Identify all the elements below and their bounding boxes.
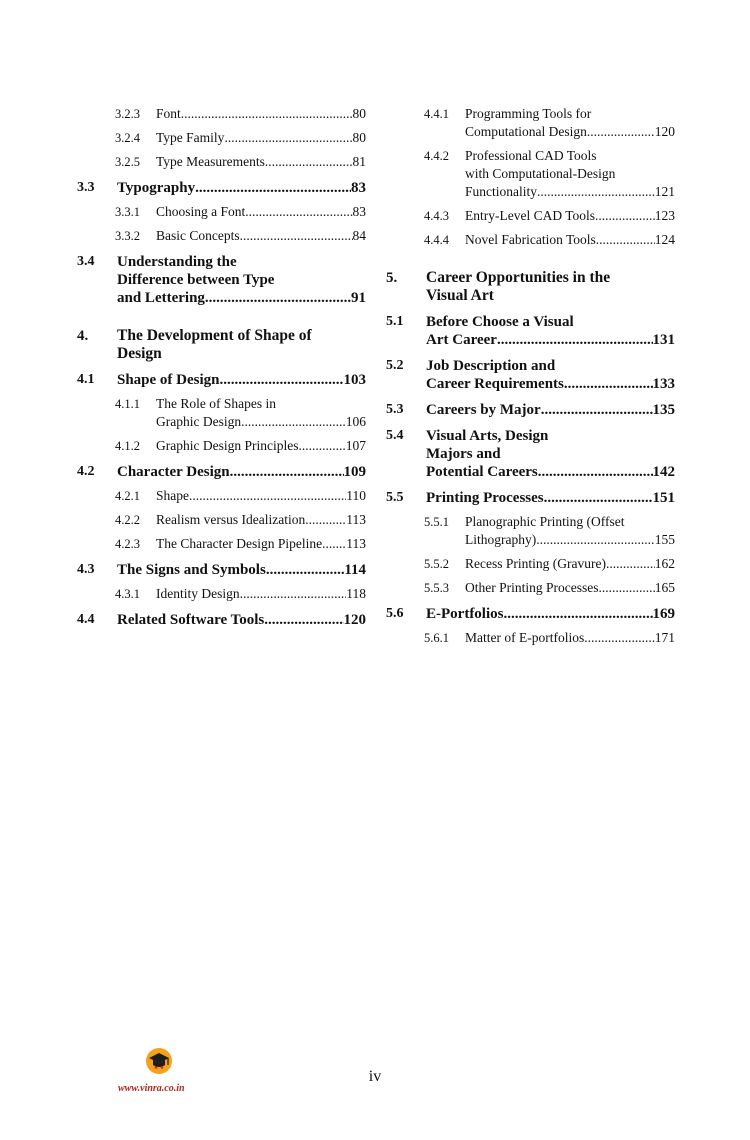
- toc-entry-title: [117, 327, 366, 363]
- page-number: iv: [368, 1068, 382, 1085]
- toc-entry-title: [426, 401, 675, 419]
- toc-entry-number: 3.2.3: [115, 107, 140, 121]
- toc-title-line: Related Software Tools: [117, 612, 265, 628]
- toc-entry[interactable]: [77, 437, 366, 455]
- toc-entry-number: 5.5: [386, 490, 404, 505]
- toc-title-line: Professional CAD Tools: [465, 148, 597, 163]
- dot-leader: [230, 463, 344, 481]
- toc-page-number: 120: [654, 124, 675, 139]
- toc-title-line: with Computational-Design: [465, 166, 616, 181]
- dot-leader: [544, 489, 653, 507]
- toc-title-line: Font: [156, 106, 181, 121]
- toc-entry-title: [426, 269, 675, 305]
- toc-entry-title: [156, 535, 366, 553]
- toc-entry-number: 4.1: [77, 372, 95, 387]
- toc-entry-number: 5.2: [386, 358, 404, 373]
- dot-leader: [195, 179, 351, 197]
- dot-leader: [205, 289, 351, 307]
- dot-leader: [541, 401, 653, 419]
- toc-entry-number: 3.2.5: [115, 155, 140, 169]
- toc-entry-title: [426, 357, 675, 393]
- toc-page-number: 114: [344, 562, 366, 578]
- toc-entry[interactable]: [77, 327, 366, 363]
- toc-title-line: Visual Arts, Design: [426, 428, 549, 444]
- toc-page-number: 103: [343, 372, 366, 388]
- toc-entry[interactable]: [386, 489, 675, 507]
- toc-entry-number: 4.4.2: [424, 149, 449, 163]
- toc-page-number: 162: [654, 556, 675, 571]
- toc-title-line: The Signs and Symbols: [117, 562, 266, 578]
- toc-title-line: E-Portfolios: [426, 606, 504, 622]
- toc-title-line: Type Family: [156, 130, 225, 145]
- toc-entry-number: 5.6: [386, 606, 404, 621]
- toc-entry-number: 5.6.1: [424, 631, 449, 645]
- toc-page-number: 123: [654, 208, 675, 223]
- toc-entry-title: [465, 629, 675, 647]
- toc-entry-title: [465, 555, 675, 573]
- toc-entry-title: [156, 153, 366, 171]
- toc-entry-title: [156, 203, 366, 221]
- toc-left-column: [77, 105, 366, 629]
- toc-entry[interactable]: [386, 427, 675, 481]
- toc-entry-title: [156, 437, 366, 455]
- toc-entry-title: [117, 371, 366, 389]
- toc-entry-number: 5.3: [386, 402, 404, 417]
- dot-leader: [497, 331, 653, 349]
- toc-entry-title: [117, 561, 366, 579]
- toc-title-line: Careers by Major: [426, 402, 541, 418]
- toc-page-number: 83: [352, 204, 366, 219]
- toc-title-line: Identity Design: [156, 586, 240, 601]
- toc-page-number: 118: [346, 586, 366, 601]
- toc-title-line: and Lettering: [117, 290, 205, 306]
- toc-entry-title: [426, 427, 675, 481]
- toc-page-number: 80: [352, 106, 366, 121]
- toc-entry-title: [117, 463, 366, 481]
- toc-entry[interactable]: [386, 555, 675, 573]
- toc-entry-number: 3.3.1: [115, 205, 140, 219]
- toc-entry-title: [465, 147, 675, 201]
- toc-entry[interactable]: [77, 585, 366, 603]
- toc-entry-number: 5.4: [386, 428, 404, 443]
- dot-leader: [587, 123, 655, 141]
- toc-title-line: Graphic Design: [156, 414, 242, 429]
- toc-entry-title: [117, 611, 366, 629]
- toc-entry[interactable]: [77, 395, 366, 431]
- dot-leader: [265, 153, 353, 171]
- toc-title-line: Before Choose a Visual: [426, 314, 574, 330]
- toc-entry-number: 4.4: [77, 612, 95, 627]
- dot-leader: [266, 561, 344, 579]
- toc-entry-title: [156, 105, 366, 123]
- toc-entry[interactable]: [77, 203, 366, 221]
- toc-page-number: 151: [652, 490, 675, 506]
- toc-entry[interactable]: [77, 227, 366, 245]
- toc-title-line: Choosing a Font: [156, 204, 246, 219]
- toc-entry-title: [465, 579, 675, 597]
- toc-title-line: Planographic Printing (Offset: [465, 514, 625, 529]
- toc-page-number: 106: [345, 414, 366, 429]
- toc-entry[interactable]: [386, 207, 675, 225]
- toc-title-line: Lithography): [465, 532, 537, 547]
- toc-entry[interactable]: [77, 611, 366, 629]
- toc-entry-number: 5.5.1: [424, 515, 449, 529]
- toc-title-line: Majors and: [426, 446, 501, 462]
- toc-entry[interactable]: [77, 535, 366, 553]
- toc-entry[interactable]: [77, 371, 366, 389]
- toc-entry-number: 4.4.3: [424, 209, 449, 223]
- toc-title-line: Typography: [117, 180, 196, 196]
- toc-entry-number: 4.4.1: [424, 107, 449, 121]
- toc-title-line: Type Measurements: [156, 154, 265, 169]
- dot-leader: [241, 413, 346, 431]
- toc-title-line: Matter of E-portfolios: [465, 630, 585, 645]
- toc-page-number: 135: [652, 402, 675, 418]
- toc-entry[interactable]: [77, 561, 366, 579]
- toc-title-line: The Character Design Pipeline.: [156, 536, 326, 551]
- toc-title-line: Shape of Design: [117, 372, 220, 388]
- dot-leader: [584, 629, 655, 647]
- dot-leader: [564, 375, 653, 393]
- toc-page-number: 84: [352, 228, 366, 243]
- toc-title-line: The Role of Shapes in: [156, 396, 276, 411]
- toc-entry-title: [156, 227, 366, 245]
- toc-entry-number: 3.2.4: [115, 131, 140, 145]
- toc-title-line: Understanding the: [117, 254, 237, 270]
- toc-title-line: Career Requirements: [426, 376, 564, 392]
- toc-page-number: 83: [351, 180, 366, 196]
- toc-entry-title: [426, 605, 675, 623]
- toc-page-number: 80: [352, 130, 366, 145]
- toc-entry[interactable]: [77, 463, 366, 481]
- dot-leader: [224, 129, 352, 147]
- toc-title-line: Job Description and: [426, 358, 556, 374]
- toc-page-number: 107: [345, 438, 366, 453]
- toc-entry[interactable]: [77, 153, 366, 171]
- toc-entry-title: [156, 585, 366, 603]
- toc-page-number: 120: [343, 612, 366, 628]
- toc-title-line: Art Career: [426, 332, 497, 348]
- toc-entry-number: 4.2.1: [115, 489, 140, 503]
- dot-leader: [595, 207, 655, 225]
- toc-title-line: Potential Careers: [426, 464, 538, 480]
- toc-page-number: 142: [652, 464, 675, 480]
- toc-entry-title: [117, 253, 366, 307]
- toc-title-line: Programming Tools for: [465, 106, 592, 121]
- toc-entry-number: 3.4: [77, 254, 95, 269]
- toc-title-line: Career Opportunities in the: [426, 269, 611, 286]
- toc-entry-title: [426, 489, 675, 507]
- dot-leader: [325, 535, 346, 553]
- toc-entry[interactable]: [77, 129, 366, 147]
- toc-title-line: Character Design: [117, 464, 230, 480]
- toc-entry-number: 3.3: [77, 180, 95, 195]
- toc-page-number: 169: [652, 606, 675, 622]
- toc-entry-title: [426, 313, 675, 349]
- toc-page-number: 121: [654, 184, 675, 199]
- dot-leader: [606, 555, 655, 573]
- toc-title-line: Design: [117, 345, 162, 362]
- dot-leader: [598, 579, 654, 597]
- toc-entry[interactable]: [77, 253, 366, 307]
- toc-title-line: Difference between Type: [117, 272, 275, 288]
- toc-page-number: 171: [654, 630, 675, 645]
- dot-leader: [240, 585, 347, 603]
- dot-leader: [536, 531, 655, 549]
- toc-title-line: Functionality: [465, 184, 537, 199]
- toc-entry[interactable]: [386, 313, 675, 349]
- toc-entry[interactable]: [386, 605, 675, 623]
- toc-entry-title: [465, 513, 675, 549]
- toc-page-number: 91: [351, 290, 366, 306]
- toc-entry[interactable]: [386, 579, 675, 597]
- toc-title-line: Basic Concepts: [156, 228, 240, 243]
- toc-page-number: 110: [346, 488, 366, 503]
- dot-leader: [264, 611, 343, 629]
- toc-title-line: Computational Design: [465, 124, 587, 139]
- toc-entry-number: 4.2.3: [115, 537, 140, 551]
- toc-title-line: Realism versus Idealization: [156, 512, 306, 527]
- toc-page-number: 165: [654, 580, 675, 595]
- dot-leader: [596, 231, 655, 249]
- toc-entry[interactable]: [386, 147, 675, 201]
- toc-page-number: 133: [652, 376, 675, 392]
- toc-entry[interactable]: [386, 629, 675, 647]
- toc-entry-title: [117, 179, 366, 197]
- toc-entry-number: 4.2: [77, 464, 95, 479]
- dot-leader: [189, 487, 346, 505]
- toc-entry[interactable]: [386, 401, 675, 419]
- toc-title-line: Novel Fabrication Tools: [465, 232, 596, 247]
- toc-entry-number: 4.4.4: [424, 233, 449, 247]
- toc-right-column: [386, 105, 675, 647]
- toc-entry-number: 4.: [77, 328, 89, 344]
- toc-title-line: Graphic Design Principles: [156, 438, 299, 453]
- toc-entry-number: 5.: [386, 270, 398, 286]
- publisher-url: www.vinra.co.in: [118, 1083, 185, 1094]
- toc-entry-title: [465, 231, 675, 249]
- toc-entry-number: 4.3: [77, 562, 95, 577]
- toc-title-line: Recess Printing (Gravure): [465, 556, 606, 571]
- dot-leader: [503, 605, 652, 623]
- graduation-cap-icon: [145, 1047, 173, 1075]
- toc-entry-title: [156, 395, 366, 431]
- toc-title-line: Entry-Level CAD Tools: [465, 208, 596, 223]
- toc-entry[interactable]: [386, 105, 675, 141]
- dot-leader: [181, 105, 353, 123]
- toc-entry[interactable]: [77, 487, 366, 505]
- dot-leader: [538, 463, 653, 481]
- toc-page-number: 81: [352, 154, 366, 169]
- toc-title-line: Other Printing Processes: [465, 580, 599, 595]
- toc-title-line: Shape: [156, 488, 189, 503]
- dot-leader: [220, 371, 344, 389]
- toc-entry-title: [156, 487, 366, 505]
- toc-entry-number: 5.1: [386, 314, 404, 329]
- toc-page-number: 124: [654, 232, 675, 247]
- toc-entry[interactable]: [386, 269, 675, 305]
- toc-entry-number: 4.1.2: [115, 439, 140, 453]
- toc-entry[interactable]: [77, 511, 366, 529]
- toc-title-line: Visual Art: [426, 287, 494, 304]
- toc-page-number: 113: [346, 512, 366, 527]
- dot-leader: [298, 437, 345, 455]
- toc-entry-title: [465, 105, 675, 141]
- publisher-logo: [118, 1047, 198, 1097]
- toc-entry-number: 5.5.2: [424, 557, 449, 571]
- toc-entry-title: [465, 207, 675, 225]
- toc-entry[interactable]: [77, 179, 366, 197]
- dot-leader: [245, 203, 352, 221]
- toc-entry-number: 4.2.2: [115, 513, 140, 527]
- toc-entry-number: 5.5.3: [424, 581, 449, 595]
- toc-entry[interactable]: [386, 231, 675, 249]
- toc-entry[interactable]: [77, 105, 366, 123]
- toc-title-line: The Development of Shape of: [117, 327, 312, 344]
- toc-entry-number: 4.1.1: [115, 397, 140, 411]
- dot-leader: [537, 183, 655, 201]
- dot-leader: [240, 227, 353, 245]
- dot-leader: [305, 511, 346, 529]
- toc-page-number: 113: [346, 536, 366, 551]
- toc-entry-number: 4.3.1: [115, 587, 140, 601]
- toc-entry[interactable]: [386, 513, 675, 549]
- toc-entry-title: [156, 129, 366, 147]
- toc-entry[interactable]: [386, 357, 675, 393]
- toc-entry-number: 3.3.2: [115, 229, 140, 243]
- toc-page-number: 155: [654, 532, 675, 547]
- toc-page-number: 131: [652, 332, 675, 348]
- toc-entry-title: [156, 511, 366, 529]
- toc-page-number: 109: [343, 464, 366, 480]
- toc-title-line: Printing Processes: [426, 490, 544, 506]
